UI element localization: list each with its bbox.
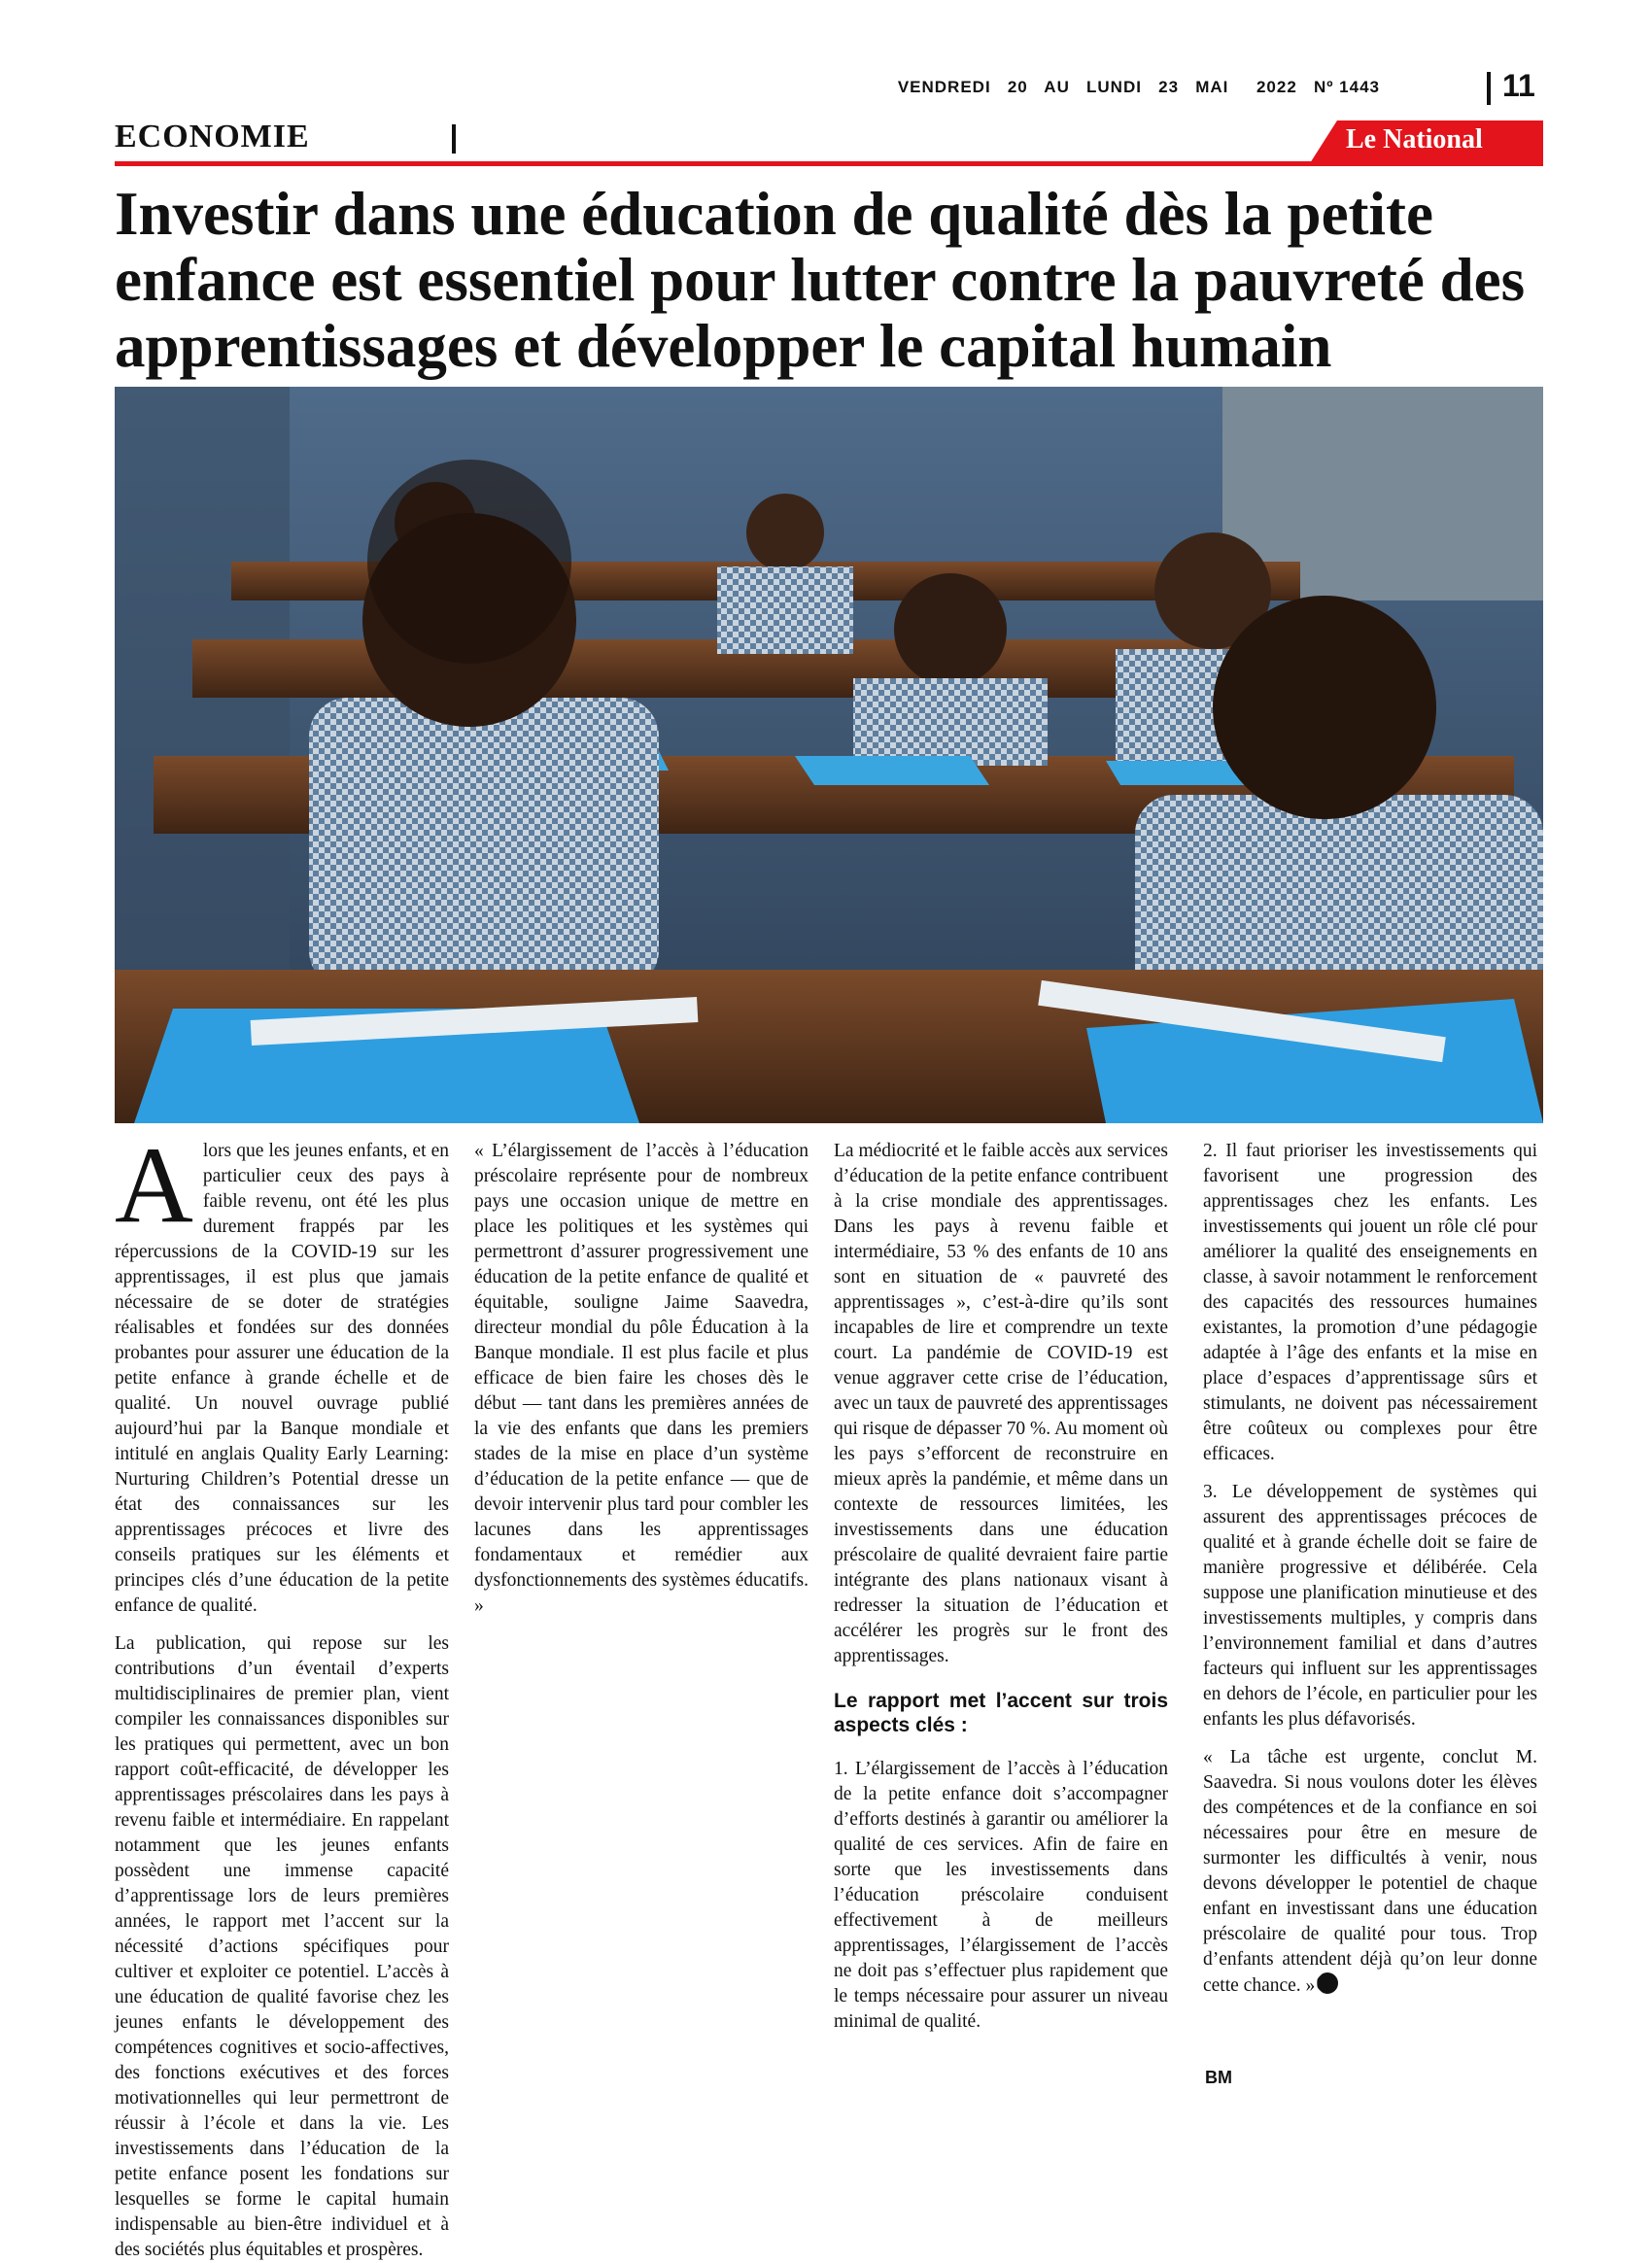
subheading: Le rapport met l’accent sur trois aspects clés : [834,1690,1168,1736]
author-signature: BM [1205,2068,1232,2087]
paragraph-quote-saavedra: « L’élargissement de l’accès à l’éducation préscolaire représente pour de nombreux pays une occasion unique de mettre en place les politiques et les systèmes qui permettront d’assurer progressivement une éducation de la petite enfance de qualité et équitable, souligne Jaime Saavedra, directeur mondial du pôle Éducation à la Banque mondiale. Il est plus facile et plus efficace de bien faire les choses dès le début — tant dans les premières années de la vie des enfants que dans les premiers stades de la mise en place d’un système d’éducation de la petite enfance — que de devoir intervenir plus tard pour combler les lacunes dans les apprentissages fondamentaux et remédier aux dysfonctionnements des systèmes éducatifs. » [474,1141,809,1616]
section-title: ECONOMIE [115,119,310,154]
brand-name: Le National [1346,124,1483,154]
list-item-2: 2. Il faut prioriser les investissements qui favorisent une progression des apprentissages chez les enfants. Les investissements qui jouent un rôle clé pour améliorer la qualité des enseignements en classe, à savoir notamment le renforcement des capacités des ressources humaines existantes, la promotion d’une pédagogie adaptée à l’âge des enfants et la mise en place d’espaces d’apprentissage sûrs et stimulants, ne doivent pas nécessairement être coûteux ou complexes pour être efficaces. [1203,1141,1537,1464]
page-number: 11 [1502,68,1535,103]
article-column-4 [1203,1139,1537,2011]
article-column-1 [115,1125,449,2263]
list-item-3: 3. Le développement de systèmes qui assurent des apprentissages précoces de qualité et à grande échelle doit se faire de manière progressive et délibérée. Cela suppose une planification minutieuse et des investissements multiples, y compris dans l’environnement familial et dans d’autres facteurs qui influent sur les apprentissages en dehors de l’école, en particulier pour les enfants les plus défavorisés. [1203,1482,1537,1730]
article-column-3 [834,1139,1168,2047]
list-item-1: 1. L’élargissement de l’accès à l’éducation de la petite enfance doit s’accompagner d’efforts destinés à garantir ou améliorer la qualité de ces services. Afin de faire en sorte que les investissements dans l’éducation préscolaire conduisent effectivement à de meilleurs apprentissages, l’élargissement de l’accès ne doit pas s’effectuer plus rapidement que le temps nécessaire pour assurer un niveau minimal de qualité. [834,1759,1168,2032]
drop-cap: A [115,1125,193,1246]
headline: Investir dans une éducation de qualité dès la petite enfance est essentiel pour lutter contre la pauvreté des apprentissages et développer le capital humain [115,180,1526,380]
classroom-photo [115,387,1543,1123]
article-column-2 [474,1139,809,1631]
paragraph-intro: lors que les jeunes enfants, et en particulier ceux des pays à faible revenu, ont été les plus durement frappés par les répercussions de la COVID-19 sur les apprentissages, il est plus que jamais nécessaire de se doter de stratégies réalisables et fondées sur des données probantes pour assurer une éducation de la petite enfance à grande échelle et de qualité. Un nouvel ouvrage publié aujourd’hui par la Banque mondiale et intitulé en anglais Quality Early Learning: Nurturing Children’s Potential dresse un état des connaissances sur les apprentissages précoces et livre des conseils pratiques sur les éléments et principes clés d’une éducation de la petite enfance de qualité. [115,1141,449,1616]
paragraph-crisis: La médiocrité et le faible accès aux services d’éducation de la petite enfance contribuent à la crise mondiale des apprentissages. Dans les pays à revenu faible et intermédiaire, 53 % des enfants de 10 ans sont en situation de « pauvreté des apprentissages », c’est-à-dire qu’ils sont incapables de lire et comprendre un texte court. La pandémie de COVID-19 est venue aggraver cette crise de l’éducation, avec un taux de pauvreté des apprentissages qui risque de dépasser 70 %. Au moment où les pays s’efforcent de reconstruire en mieux après la pandémie, et même dans un contexte de ressources limitées, les investissements dans une éducation préscolaire de qualité devraient faire partie intégrante des plans nationaux visant à redresser la situation de l’éducation et accélérer les progrès sur le front des apprentissages. [834,1141,1168,1666]
page-number-separator [1487,72,1491,105]
section-separator [452,124,456,154]
paragraph-conclusion: « La tâche est urgente, conclut M. Saavedra. Si nous voulons doter les élèves des compétences et de la confiance en soi nécessaires pour être en mesure de surmonter les difficultés à venir, nous devons développer le potentiel de chaque enfant en investissant dans une éducation préscolaire de qualité pour tous. Trop d’enfants attendent déjà qu’on leur donne cette chance. » [1203,1747,1537,1996]
dateline: VENDREDI 20 AU LUNDI 23 MAI 2022 Nº 1443 [897,78,1380,96]
paragraph-publication: La publication, qui repose sur les contributions d’un éventail d’experts multidisciplinaires de premier plan, vient compiler les connaissances disponibles sur les pratiques qui permettent, avec un bon rapport coût-efficacité, de développer les apprentissages préscolaires dans les pays à revenu faible et intermédiaire. En rappelant notamment que les jeunes enfants possèdent une immense capacité d’apprentissage lors de leurs premières années, le rapport met l’accent sur la nécessité d’actions spécifiques pour cultiver et exploiter ce potentiel. L’accès à une éducation de qualité favorise chez les jeunes enfants le développement des compétences cognitives et socio-affectives, des fonctions exécutives et des forces motivationnelles qui leur permettront de réussir à l’école et dans la vie. Les investissements dans l’éducation de la petite enfance posent les fondations sur lesquelles se forme le capital humain indispensable au bien-être individuel et à des sociétés plus équitables et prospères. [115,1633,449,2260]
end-mark-icon [1317,1972,1338,1994]
